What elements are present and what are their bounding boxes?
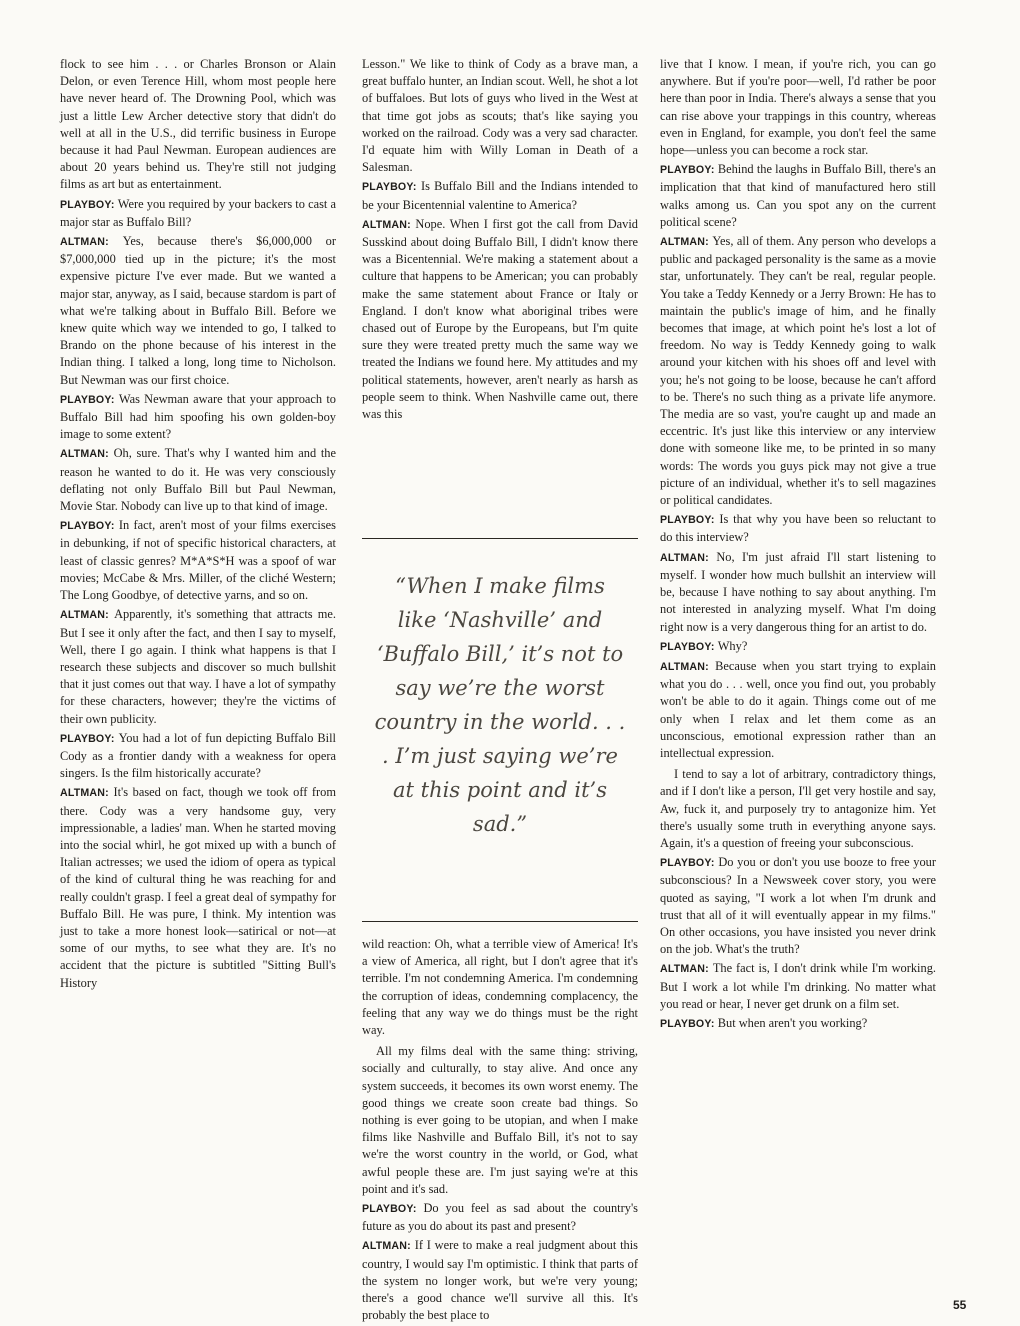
interview-paragraph: [60, 730, 336, 783]
interview-paragraph: [60, 606, 336, 727]
paragraph-text: Nope. When I first got the call from David Susskind about doing Buffalo Bill, I didn't know there was a Bicentennial. We're making a statement about a culture that happens to be American; you can probably make the same statement about France or Italy or England. I don't know what aboriginal tribes were chased out of Europe by the Europeans, but I'm quite sure they were treated pretty much the same way we treated the Indians we found here. My attitudes and my political statements, however, aren't nearly as harsh as people seem to think. When Nashville came out, there was this: [362, 216, 638, 422]
paragraph-text: I tend to say a lot of arbitrary, contradictory things, and if I don't like a person, I'll get very hostile and say, Aw, fuck it, and purposely try to antagonize him. Yet there's usually some truth in everything anyone says. Again, it's a question of freeing your subconscious.: [660, 767, 936, 850]
paragraph-text: wild reaction: Oh, what a terrible view of America! It's a view of America, all right, but I don't agree that it's terrible. I'm not condemning America. I'm condemning the corruption of ideas, condemning complacency, the feeling that any way we do things must be the right way.: [362, 937, 638, 1038]
interview-paragraph: [660, 511, 936, 546]
paragraph-text: Behind the laughs in Buffalo Bill, there's an implication that that kind of manufactured hero still walks among us. Can you spot any on the current political scene?: [660, 162, 936, 229]
interview-paragraph: [660, 854, 936, 958]
paragraph-text: Is Buffalo Bill and the Indians intended to be your Bicentennial valentine to America?: [362, 179, 639, 212]
interview-paragraph: [362, 216, 638, 423]
interview-paragraph: [362, 178, 638, 213]
paragraph-text: live that I know. I mean, if you're rich, you can go anywhere. But if you're poor—well, I'd rather be poor here than poor in India. There's always a sense that you can rise above your trappings in this country, whereas even in England, for example, you don't feel the same hope—unless you can become a rock star.: [660, 57, 936, 158]
interview-paragraph: [362, 1237, 638, 1324]
interview-paragraph: [60, 517, 336, 604]
interview-paragraph: [660, 56, 936, 159]
interview-paragraph: [362, 1200, 638, 1235]
interview-paragraph: [660, 658, 936, 762]
paragraph-text: The fact is, I don't drink while I'm working. But I work a lot while I'm drinking. No matter what you read or hear, I never get drunk on a film set.: [660, 961, 936, 1011]
speaker-label: ALTMAN:: [60, 236, 109, 249]
speaker-label: ALTMAN:: [60, 787, 109, 800]
speaker-label: PLAYBOY:: [60, 393, 115, 406]
paragraph-text: Is that why you have been so reluctant to do this interview?: [660, 512, 936, 545]
speaker-label: ALTMAN:: [660, 551, 709, 564]
paragraph-text: Do you or don't you use booze to free your subconscious? In a Newsweek cover story, you were quoted as saying, "I work a lot when I'm drunk and trust that all of it will eventually appear in my films." On other occasions, you have insisted you never drink on the job. What's the truth?: [660, 855, 936, 957]
paragraph-text: Because when you start trying to explain what you do . . . well, once you find out, you probably won't be able to do it again. Things come out of me only when I relax and let them come as an unconscious, emotional expression rather than an intellectual expression.: [660, 658, 936, 760]
interview-paragraph: [660, 161, 936, 231]
speaker-label: ALTMAN:: [660, 660, 709, 673]
interview-paragraph: [660, 960, 936, 1013]
paragraph-text: Do you feel as sad about the country's future as you do about its past and present?: [362, 1201, 638, 1234]
speaker-label: ALTMAN:: [60, 448, 109, 461]
paragraph-text: Why?: [717, 638, 748, 653]
interview-paragraph: [60, 391, 336, 444]
speaker-label: ALTMAN:: [362, 1240, 411, 1253]
speaker-label: ALTMAN:: [60, 609, 109, 622]
speaker-label: PLAYBOY:: [362, 1203, 417, 1216]
paragraph-text: Lesson." We like to think of Cody as a brave man, a great buffalo hunter, an Indian scout. Well, he shot a lot of buffaloes. But lots of guys who lived in the West at that time got jobs as scouts; that's like saying you worked on the railroad. Cody was a very sad character. I'd equate him with Willy Loman in Death of a Salesman.: [362, 57, 638, 175]
interview-paragraph: [60, 784, 336, 991]
interview-paragraph: [362, 1043, 638, 1198]
speaker-label: ALTMAN:: [660, 963, 709, 976]
paragraph-text: In fact, aren't most of your films exercises in debunking, if not of specific historical characters, at least of classic genres? M*A*S*H was a spoof of war movies; McCabe & Mrs. Miller, of the cliché Western; The Long Goodbye, of detective yarns, and so on.: [60, 518, 336, 603]
speaker-label: PLAYBOY:: [660, 857, 715, 870]
speaker-label: PLAYBOY:: [660, 640, 715, 653]
speaker-label: PLAYBOY:: [362, 181, 417, 194]
pull-quote: “When I make films like ‘Nashville’ and ‘Buffalo Bill,’ it’s not to say we’re the worst country in the world. . . . I’m just saying we’re at this point and it’s sad.”: [374, 574, 626, 836]
speaker-label: PLAYBOY:: [60, 520, 115, 533]
interview-paragraph: [60, 196, 336, 231]
text-column-middle-bottom: [362, 936, 638, 1326]
text-column-middle-top: [362, 56, 638, 425]
paragraph-text: All my films deal with the same thing: striving, socially and culturally, to stay alive. And once any system succeeds, it becomes its own worst enemy. The good things we create soon create bad things. So nothing is ever going to be utopian, and when I make films like Nashville and Buffalo Bill, it's not to say we're the worst country in the world, or God, what awful people these are. I'm just saying we're at this point and it's sad.: [362, 1044, 638, 1196]
pull-quote-box: [362, 538, 638, 922]
paragraph-text: Oh, sure. That's why I wanted him and the reason he wanted to do it. He was very consciously deflating not only Buffalo Bill but Paul Newman, Movie Star. Nobody can live up to that kind of image.: [60, 446, 336, 514]
paragraph-text: Were you required by your backers to cast a major star as Buffalo Bill?: [60, 196, 336, 229]
paragraph-text: If I were to make a real judgment about this country, I would say I'm optimistic. I think that parts of the system no longer work, but we're very young; there's a good chance we'll survive all this. It's probably the best place to: [362, 1238, 638, 1323]
paragraph-text: It's based on fact, though we took off from there. Cody was a very handsome guy, very impressionable, a ladies' man. When he started moving into the social whirl, he got mixed up with a bunch of Italian actresses; we used the idiom of opera as typical of the kind of cultural thing he was reaching for and really couldn't grasp. I feel a great deal of sympathy for Buffalo Bill. He was pure, I think. My intention was just to take a more honest look—satirical or not—at some of our myths, to see what they are. It's no accident that the picture is subtitled "Sitting Bull's History: [60, 785, 336, 990]
interview-paragraph: [362, 936, 638, 1039]
paragraph-text: Apparently, it's something that attracts me. But I see it only after the fact, and then I say to myself, Well, there I go again. I think what happens is that I research these subjects and discover so much bullshit that it just comes out that way. I have a lot of sympathy for these characters, however; they're the victims of their own publicity.: [60, 607, 336, 726]
paragraph-text: But when aren't you working?: [717, 1015, 868, 1030]
speaker-label: PLAYBOY:: [60, 732, 115, 745]
paragraph-text: You had a lot of fun depicting Buffalo Bill Cody as a frontier dandy with a weakness for opera singers. Is the film historically accurate?: [60, 730, 336, 781]
speaker-label: ALTMAN:: [362, 218, 411, 231]
paragraph-text: Was Newman aware that your approach to Buffalo Bill had him spoofing his own golden-boy image to some extent?: [60, 391, 336, 442]
speaker-label: PLAYBOY:: [60, 198, 115, 211]
interview-paragraph: [362, 56, 638, 176]
paragraph-text: No, I'm just afraid I'll start listening to myself. I wonder how much bullshit an interview will be, because I have nothing to say about anything. I'm not interested in analyzing myself. What I'm doing right now is a very dangerous thing for an artist to do.: [660, 549, 936, 634]
paragraph-text: flock to see him . . . or Charles Bronson or Alain Delon, or even Terence Hill, whom most people here have never heard of. The Drowning Pool, which was just a little Lew Archer detective story that didn't do well at all in the U.S., did terrific business in Europe because it had Paul Newman. European audiences are about 20 years behind us. They're still not judging films as art but as entertainment.: [60, 57, 336, 192]
speaker-label: ALTMAN:: [660, 236, 709, 249]
text-column-left: [60, 56, 336, 994]
interview-paragraph: [660, 1015, 936, 1033]
interview-paragraph: [660, 549, 936, 636]
interview-paragraph: [660, 233, 936, 509]
interview-paragraph: [60, 56, 336, 194]
speaker-label: PLAYBOY:: [660, 514, 715, 527]
speaker-label: PLAYBOY:: [660, 164, 715, 177]
interview-paragraph: [60, 233, 336, 389]
interview-paragraph: [660, 638, 936, 656]
interview-paragraph: [60, 445, 336, 515]
text-column-right: [660, 56, 936, 1035]
paragraph-text: Yes, all of them. Any person who develops a public and packaged personality is the same as a movie star, unfortunately. They can't be real, regular people. You take a Teddy Kennedy or a Jerry Brown: He has to maintain the public's image of him, and he finally becomes that image, at which point he's lost a lot of freedom. No way is Teddy Kennedy going to walk around your kitchen with his shoes off and level with you; he's not going to be loose, because he can't afford to be. There's no such thing as a private life anymore. The media are so vast, you're caught up and made an eccentric. It's just like this interview or any interview done with someone like me, to be printed in so many words: The words you guys pick may not give a true picture of an individual, whether it's to sell magazines or political candidates.: [660, 234, 936, 508]
speaker-label: PLAYBOY:: [660, 1017, 715, 1030]
interview-paragraph: [660, 766, 936, 852]
paragraph-text: Yes, because there's $6,000,000 or $7,000,000 tied up in the picture; it's the most expensive picture I've ever made. But we wanted a major star, anyway, as I said, because stardom is part of what we're talking about in Buffalo Bill. Before we knew quite which way we intended to go, I talked to Brando on the phone because of his interest in the Indian thing. I talked a long, long time to Nicholson. But Newman was our first choice.: [60, 234, 336, 387]
page-number: 55: [953, 1298, 967, 1312]
